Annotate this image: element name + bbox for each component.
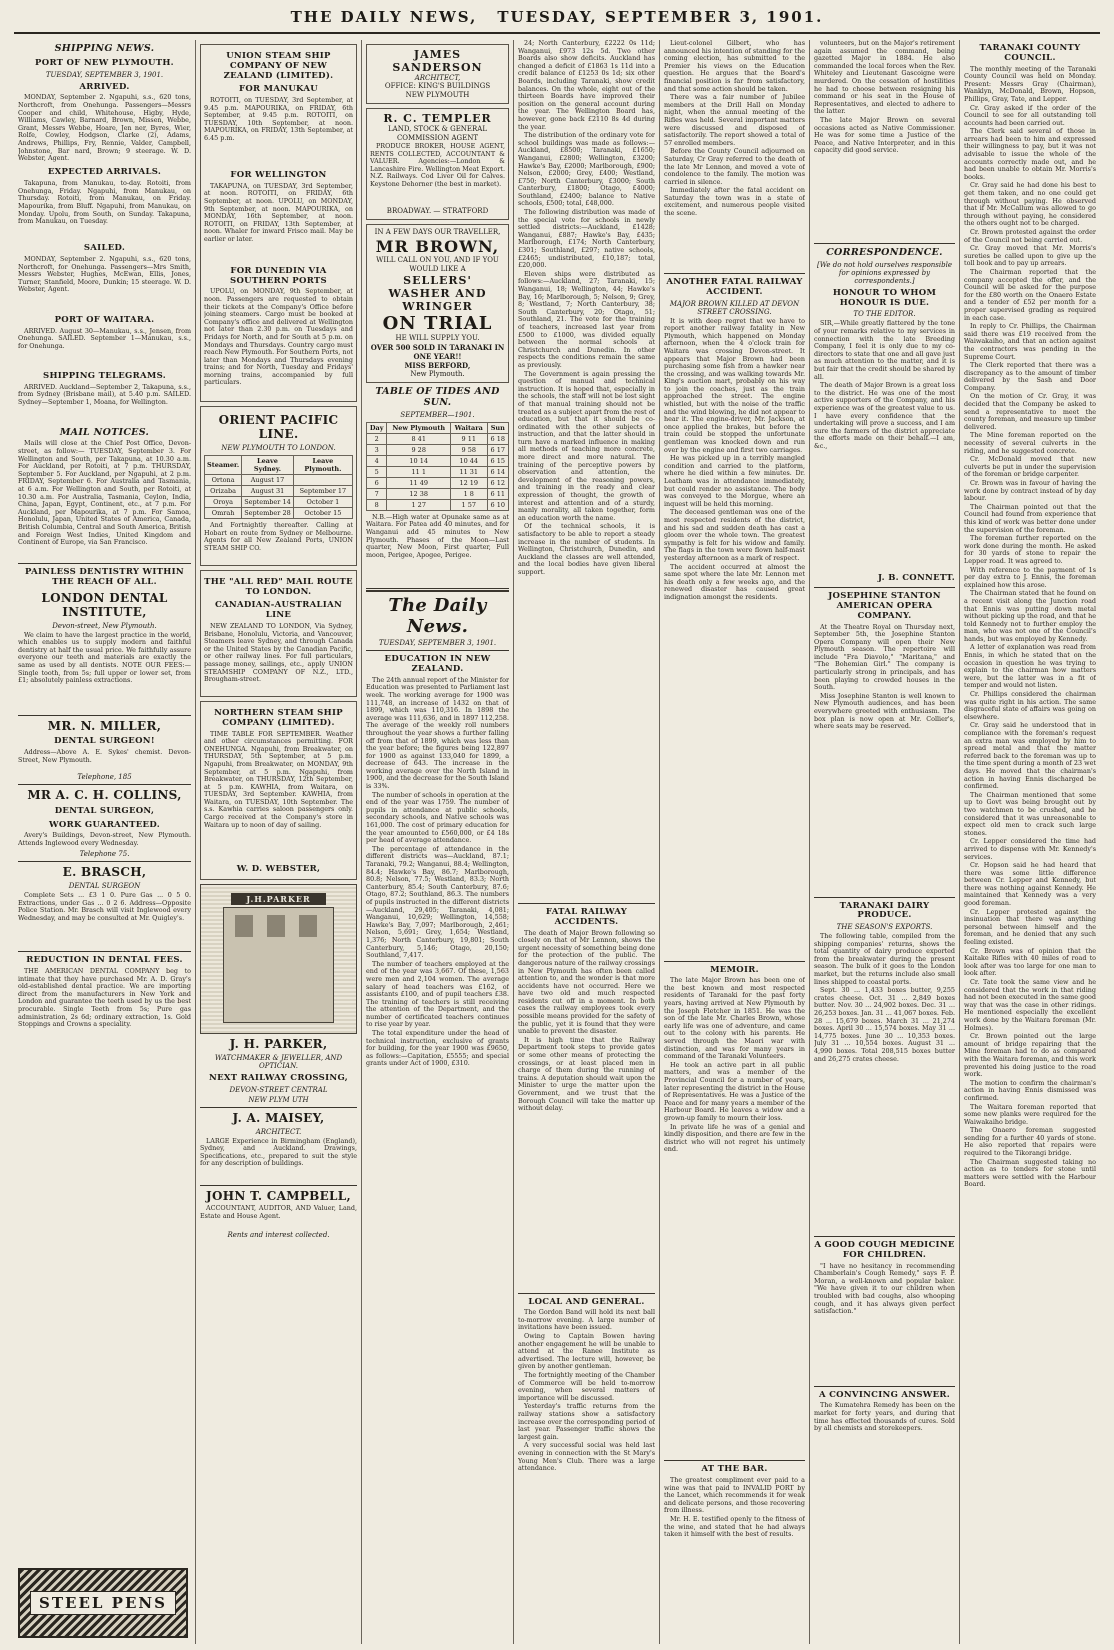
parker-town: NEW PLYM UTH xyxy=(248,1095,309,1104)
newspaper-page xyxy=(14,8,1100,1644)
cough-medicine-heading: A GOOD COUGH MEDICINE FOR CHILDREN. xyxy=(814,1240,955,1260)
honour-heading: HONOUR TO WHOM HONOUR IS DUE. xyxy=(832,287,937,308)
divider xyxy=(814,587,955,588)
table-row xyxy=(367,433,509,444)
mail-notices-text: Mails will close at the Chief Post Office, Devon-street, as follow:— TUESDAY, September 3. For Wellington and South, per Takapuna, at 10.30 a.m. For Auckland, per Rotoiti, at 7 p.m. THURSDAY, September 5. For Auckland, per Ngapuhi, at 2 p.m. FRIDAY, September 6. For Australia and Tasmania, at 6 a.m. For Wellington and South, per Rotoiti, at 10.30 a.m. For Australia, Tasmania, Ceylon, India, China, Japan, Egypt, Continent, etc., at 7 p.m. For Auckland, per Mapourika, at 7 p.m. For Samoa, Honolulu, Japan, United States of America, Canada, British Columbia, Central and South America, British and Foreign West Indies, United Kingdom and Continent of Europe, via San Francisco. xyxy=(18,440,191,547)
port-heading: PORT OF NEW PLYMOUTH. xyxy=(35,57,174,68)
miller-subheading: DENTAL SURGEON! xyxy=(54,736,155,747)
campbell-text: ACCOUNTANT, AUDITOR, AND Valuer, Land, Estate and House Agent. xyxy=(200,1205,357,1221)
convincing-answer-heading: A CONVINCING ANSWER. xyxy=(818,1389,951,1400)
masthead xyxy=(14,8,1100,34)
table-cell: September 14 xyxy=(242,496,294,507)
another-accident-text: It is with deep regret that we have to report another railway fatality in New Plymouth, which happened on Monday afternoon, when the 4 o'clock train for Waitara was crossing Devon-street. It appears that Major Brown had been purchasing some fish from a hawker near the crossing, and was walking towards Mr. King's auction mart, probably on his way to join the coaches, just as the train approached the street. The engine whistled, but with the noise of the traffic and the wind blowing, he did not appear to hear it. The engine-driver, Mr. Jackson, at once applied the brakes, but before the train could be stopped the unfortunate gentleman was knocked down and run over by the engine and first two carriages. He was picked up in a terribly mangled condition and carried to the platform, where he died within a few minutes. Dr. Leatham was in attendance immediately, but could render no assistance. The body was conveyed to the Morgue, where an inquest will be held this morning. The deceased gentleman was one of the most respected residents of the district, and his sad and sudden death has cast a gloom over the whole town. The greatest sympathy is felt for his widow and family. The flags in the town were flown half-mast yesterday afternoon as a mark of respect. The accident occurred at almost the same spot where the late Mr. Lennon met his death only a few weeks ago, and the renewed disaster has caused great indignation amongst the residents. xyxy=(664,317,805,601)
arrived-text: MONDAY, September 2. Ngapuhi, s.s., 620 tons, Northcroft, from Onehunga. Passengers—Messrs Cooper and child, Whitehouse, Higby, Hyde, Williams, Cawley, Barnard, Brown, Missen, Webbe, Grant, Messrs Webbe, Hoare, Jen ner, Byres, Wier, Rolfe, Cowley, Hodgson, Clarke (2), Adams, Andrews, Phillips, Fry, Rennie, Valder, Campbell, Johnstone, Bar nard, Brown; 9 steerage. W. D. Webster, Agent. xyxy=(18,94,191,163)
divider xyxy=(18,861,191,862)
campbell-heading: JOHN T. CAMPBELL, xyxy=(206,1188,351,1203)
another-accident-subheading: MAJOR BROWN KILLED AT DEVON STREET CROSSING. xyxy=(669,299,800,316)
table-cell: 6 14 xyxy=(487,466,508,477)
table-header: Waitara xyxy=(450,422,487,433)
column-2 xyxy=(196,40,362,1644)
table-header: Steamer. xyxy=(205,455,242,474)
table-cell: 6 11 xyxy=(487,488,508,499)
brasch-subheading: DENTAL SURGEON xyxy=(68,882,141,891)
on-trial-text: ON TRIAL xyxy=(382,313,493,334)
memoir-text: The late Major Brown has been one of the best known and most respected residents of Taranaki for the past forty years, having arrived at New Plymouth by the Joseph Fletcher in 1851. He was the son of the late Mr. Charles Brown, whose early life was one of adventure, and came out to the colony with his parents. He served through the Maori war with distinction, and was for many years in command of the Taranaki Volunteers. He took an active part in all public matters, and was a member of the Provincial Council for a number of years, later representing the district in the House of Representatives. He was a Justice of the Peace and for many years a member of the Harbour Board. He leaves a widow and a grown-up family to mourn their loss. In private life he was of a genial and kindly disposition, and there are few in the district who will not regret his untimely end. xyxy=(664,977,805,1154)
divider xyxy=(518,1293,655,1294)
berford-town: New Plymouth. xyxy=(410,370,465,378)
steel-pens-logo xyxy=(18,1568,188,1638)
collins-guarantee: WORK GUARANTEED. xyxy=(49,819,160,830)
column-5 xyxy=(660,40,810,1644)
call-line: WILL CALL ON YOU, AND IF YOU WOULD LIKE A xyxy=(376,256,499,273)
divider xyxy=(814,1236,955,1237)
maisey-trade: ARCHITECT. xyxy=(255,1127,302,1136)
table-cell: 11 31 xyxy=(450,466,487,477)
honour-text: SIR,—While greatly flattered by the tone of your remarks relative to my services in connection with the late Breeding Company, I feel it is only due to my co-directors to state that one and all gave just as much attention to the matter, and it is but fair that the credit should be shared by all. The death of Major Brown is a great loss to the district. He was one of the most active supporters of the Company, and his experience was of the greatest value to us. I have every confidence that the undertaking will prove a success, and I am sure the farmers of the district appreciate the efforts made on their behalf.—I am, &c., xyxy=(814,320,955,450)
northern-steam-ship-ad xyxy=(200,701,357,880)
all-red-route-text: NEW ZEALAND TO LONDON, Via Sydney, Brisbane, Honolulu, Victoria, and Vancouver, Steamers leave Sydney, and through Canada or the United States by the Canadian Pacific, or other railway lines. For full particulars, passage money, sailings, etc., apply UNION STEAMSHIP COMPANY OF N.Z., LTD., Brougham-street. xyxy=(204,623,353,684)
divider xyxy=(366,588,509,592)
sellers-washer-name: SELLERS' WASHER AND WRINGER xyxy=(388,274,487,313)
table-cell: Orizaba xyxy=(205,485,242,496)
miller-heading: MR. N. MILLER, xyxy=(47,718,162,733)
column-4 xyxy=(514,40,660,1644)
table-cell: 6 15 xyxy=(487,455,508,466)
table-cell: 12 19 xyxy=(450,477,487,488)
local-general-text: The Gordon Band will hold its next ball to-morrow evening. A large number of invitations have been issued. Owing to Captain Bowen having another engagement he will be unable to attend at the Ranee Institute as advertised. The lecture will, however, be given by another gentleman. The fortnightly meeting of the Chamber of Commerce will be held to-morrow evening, when several matters of importance will be discussed. Yesterday's traffic returns from the railway stations show a satisfactory increase over the corresponding period of last year. Passenger traffic shows the largest gain. A very successful social was held last evening in connection with the St Mary's Young Men's Club. There was a large attendance. xyxy=(518,1309,655,1473)
mr-brown-name: MR BROWN, xyxy=(375,237,500,256)
templer-ad xyxy=(366,108,509,220)
table-cell: Oroya xyxy=(205,496,242,507)
collins-heading: MR A. C. H. COLLINS, xyxy=(27,788,182,803)
dairy-produce-subheading: THE SEASON'S EXPORTS. xyxy=(836,923,933,932)
tides-table xyxy=(366,422,509,511)
london-dental-text: We claim to have the largest practice in the world, which enables us to supply modern and faithful dentistry at half the usual price. We faithfully assure everyone our teeth and materials are exactly the same as used by all dentists. NOTE OUR FEES:—Single tooth, from 5s; full upper or lower set, from £1; absolutely painless extractions. xyxy=(18,631,191,685)
table-row xyxy=(367,499,509,510)
divider xyxy=(518,903,655,904)
waitara-heading: PORT OF WAITARA. xyxy=(54,314,155,325)
parker-shop-engraving xyxy=(200,884,357,1034)
shop-window xyxy=(299,915,317,937)
table-cell: 7 xyxy=(367,488,387,499)
table-row xyxy=(205,474,353,485)
collins-subheading: DENTAL SURGEON, xyxy=(54,805,155,816)
table-cell: 11 1 xyxy=(387,466,450,477)
tides-heading: TABLE OF TIDES AND SUN. xyxy=(375,386,500,408)
sold-line: OVER 500 SOLD IN TARANAKI IN ONE YEAR!! xyxy=(370,343,505,361)
shop-sign: J.H.PARKER xyxy=(231,893,326,905)
table-row xyxy=(367,477,509,488)
union-steam-ship-ad xyxy=(200,44,357,402)
sellers-washer-ad xyxy=(366,224,509,383)
sanderson-ad xyxy=(366,44,509,104)
table-cell: 2 xyxy=(367,433,387,444)
sanderson-town: NEW PLYMOUTH xyxy=(405,91,470,99)
campbell-rents: Rents and interest collected. xyxy=(227,1231,330,1240)
orient-pacific-ad xyxy=(200,406,357,566)
orient-pacific-heading: ORIENT PACIFIC LINE. xyxy=(218,413,339,442)
miller-text: Address—Above A. E. Sykes' chemist. Devon-Street, New Plymouth. xyxy=(18,749,191,764)
column-6 xyxy=(810,40,960,1644)
divider xyxy=(18,951,191,952)
berford-name: MISS BERFORD, xyxy=(404,361,471,370)
painless-dentistry-heading: PAINLESS DENTISTRY WITHIN THE REACH OF ALL. xyxy=(25,567,184,588)
education-text: The 24th annual report of the Minister for Education was presented to Parliament last week. The working average for 1900 was 111,748, an increase of 1432 on that of 1899, which was 110,316. In 1898 the average was 111,636, and in 1897 112,258. The average of the weekly roll numbers throughout the year shows a further falling off from that of 1899, which was less than the year before; the figures being 122,897 for 1900 as against 133,040 for 1899, a decrease of 643. The increase in the working average over the North Island in 1900, and the decrease for the South Island is 33%. The number of schools in operation at the end of the year was 1759. The number of pupils in attendance at public schools, secondary schools, and Native schools was 161,000. The cost of primary education for the year amounted to £560,000, or £4 18s per head of average attendance. The percentage of attendance in the different districts was—Auckland, 87.1; Taranaki, 79.2; Wanganui, 88.4; Wellington, 84.4; Hawke's Bay, 86.7; Marlborough, 80.8; Nelson, 77.5; Westland, 83.3; North Canterbury, 85.4; South Canterbury, 87.6; Otago, 87.2; Southland, 86.3. The numbers of pupils instructed in the different districts—Auckland, 29,405; Taranaki, 4,081; Wanganui, 10,629; Wellington, 14,558; Hawke's Bay, 7,097; Marlborough, 2,461; Nelson, 5,691; Grey, 1,654; Westland, 1,376; North Canterbury, 19,801; South Canterbury, 5,146; Otago, 20,150; Southland, 7,417. The number of teachers employed at the end of the year was 3,667. Of these, 1,563 were men and 2,104 women. The average salary of head teachers was £162, of assistants £100, and of pupil teachers £38. The training of teachers is still receiving the attention of the Department, and the number of certificated teachers continues to rise year by year. The total expenditure under the head of technical instruction, exclusive of grants for building, for the year 1900 was £9650, as follows:—Capitation, £5555; and special grants under Act of 1900, £310. xyxy=(366,676,509,1068)
correspondence-heading: CORRESPONDENCE. xyxy=(826,247,943,258)
table-cell: 6 10 xyxy=(487,499,508,510)
divider xyxy=(18,715,191,716)
webster-signature: W. D. WEBSTER, xyxy=(236,863,321,874)
brasch-heading: E. BRASCH, xyxy=(62,865,147,880)
divider xyxy=(664,273,805,274)
london-dental-address: Devon-street, New Plymouth. xyxy=(52,621,157,630)
table-cell: Omrah xyxy=(205,507,242,518)
table-cell xyxy=(293,474,352,485)
supply-line: HE WILL SUPPLY YOU. xyxy=(395,334,480,342)
masthead-date: TUESDAY, SEPTEMBER 3, 1901. xyxy=(497,8,824,26)
for-manukau-heading: FOR MANUKAU xyxy=(239,84,318,95)
table-cell: 1 57 xyxy=(450,499,487,510)
dental-fees-heading: REDUCTION IN DENTAL FEES. xyxy=(26,955,183,966)
table-cell: August 31 xyxy=(242,485,294,496)
at-the-bar-heading: AT THE BAR. xyxy=(701,1464,768,1475)
templer-address: BROADWAY. — STRATFORD xyxy=(386,207,489,215)
sailed-text: MONDAY, September 2. Ngapuhi, s.s., 620 tons, Northcroft, for Onehunga. Passengers—Mrs Smith, Messrs Webster, Hughes, McEwan, Ellis, Jones, Turner, Stanfield, Moore, Dunkin; 15 steerage. W. D. Webster, Agent. xyxy=(18,255,191,294)
sanderson-office: OFFICE: KING'S BUILDINGS xyxy=(384,82,491,90)
northern-steam-ship-heading: NORTHERN STEAM SHIP COMPANY (LIMITED). xyxy=(214,708,343,728)
orient-text: And Fortnightly thereafter. Calling at Hobart en route from Sydney or Melbourne. Agents for all New Zealand Ports, UNION STEAM SHIP CO. xyxy=(204,521,353,552)
fatal-railway-heading: FATAL RAILWAY ACCIDENTS. xyxy=(545,907,628,927)
table-header: Sun xyxy=(487,422,508,433)
telegrams-text: ARRIVED. Auckland—September 2, Takapuna, s.s., from Sydney (Brisbane mail), at 5.40 p.m. SAILED. Sydney—September 1, Moana, for Wellington. xyxy=(18,383,191,406)
parker-heading: J. H. PARKER, xyxy=(229,1037,328,1052)
all-red-route-ad xyxy=(200,570,357,697)
table-cell: 11 49 xyxy=(387,477,450,488)
mail-notices-heading: MAIL NOTICES. xyxy=(59,426,150,438)
union-steam-ship-heading: UNION STEAM SHIP COMPANY OF NEW ZEALAND (LIMITED). xyxy=(223,51,334,81)
table-row xyxy=(205,485,353,496)
maisey-heading: J. A. MAISEY, xyxy=(232,1110,325,1125)
table-cell: 10 14 xyxy=(387,455,450,466)
telegrams-heading: SHIPPING TELEGRAMS. xyxy=(43,370,166,381)
divider xyxy=(200,1185,357,1186)
for-manukau-text: ROTOITI, on TUESDAY, 3rd September, at 9.45 p.m. MAPOURIKA, on FRIDAY, 6th September, at 9.45 p.m. ROTOITI, on TUESDAY, 10th September, at noon. MAPOURIKA, on FRIDAY, 13th September, at 6.45 p.m. xyxy=(204,97,353,143)
sailed-heading: SAILED. xyxy=(83,243,126,254)
arrived-heading: ARRIVED. xyxy=(79,81,130,92)
memoir-heading: MEMOIR. xyxy=(710,964,759,975)
table-cell: 5 xyxy=(367,466,387,477)
table-cell: 9 28 xyxy=(387,444,450,455)
tides-notes: N.B.—High water at Opunake same as at Waitara. For Patea add 40 minutes, and for Wanganui add 45 minutes to New Plymouth. Phases of the Moon—Last quarter, New Moon, First quarter, Full moon, Perigee, Apogee, Perigee. xyxy=(366,513,509,559)
paper-title: The Daily News. xyxy=(388,594,487,637)
waitara-text: ARRIVED. August 30—Manukau, s.s., Jensen, from Onehunga. SAILED. September 1—Manukau, s.s., for Onehunga. xyxy=(18,327,191,350)
table-cell: 6 17 xyxy=(487,444,508,455)
shop-window xyxy=(267,915,285,937)
table-row xyxy=(367,488,509,499)
table-cell: Ortona xyxy=(205,474,242,485)
sanderson-trade: ARCHITECT, xyxy=(414,74,461,82)
parker-location: NEXT RAILWAY CROSSING, xyxy=(209,1073,348,1084)
orient-route: NEW PLYMOUTH TO LONDON. xyxy=(221,443,336,452)
divider xyxy=(200,1107,357,1108)
cough-medicine-text: "I have no hesitancy in recommending Chamberlain's Cough Remedy," says F. P. Moran, a well-known and popular baker. "We have given it to our children when troubled with bad coughs, also whooping cough, and it has always given perfect satisfaction." xyxy=(814,1262,955,1316)
table-cell: 1 8 xyxy=(450,488,487,499)
table-cell: August 17 xyxy=(242,474,294,485)
table-header: New Plymouth xyxy=(387,422,450,433)
table-header: Leave Plymouth. xyxy=(293,455,352,474)
table-row xyxy=(205,507,353,518)
table-cell: 10 44 xyxy=(450,455,487,466)
for-dunedin-heading: FOR DUNEDIN VIA SOUTHERN PORTS xyxy=(230,265,327,286)
table-cell: 12 38 xyxy=(387,488,450,499)
table-cell: 6 xyxy=(367,477,387,488)
column-7 xyxy=(960,40,1100,1644)
divider xyxy=(814,243,955,244)
column-5-top-text: Lieut-colonel Gilbert, who has announced his intention of standing for the coming election, has submitted to the Premier his views on the Education question. He argues that the Board's financial position is far from satisfactory, and that some action should be taken. There was a fair number of Jubilee members at the Drill Hall on Monday night, when the annual meeting of the Rifles was held. Several important matters were discussed and disposed of satisfactorily. The report showed a total of 57 enrolled members. Before the County Council adjourned on Saturday, Cr Gray referred to the death of the late Mr Lennon, and moved a vote of condolence to the family. The motion was carried in silence. Immediately after the fatal accident on Saturday the town was in a state of excitement, and numerous people visited the scene. xyxy=(664,40,805,218)
to-editor: TO THE EDITOR. xyxy=(853,310,916,319)
table-cell: September 28 xyxy=(242,507,294,518)
local-general-heading: LOCAL AND GENERAL. xyxy=(528,1296,645,1307)
education-heading: EDUCATION IN NEW ZEALAND. xyxy=(384,654,491,674)
education-continued-text: 24; North Canterbury, £2222 0s 11d; Wanganui, £973 12s 5d. Two other Boards also show deficits. Auckland has changed a deficit of £1863 1s 11d into a credit balance of £1253 0s 1d; six other Boards, including Taranaki, show credit balances. On the whole, eight out of the thirteen Boards have improved their position on the general account during the year. The Wellington Board has, however, gone back £2110 8s 4d during the year. The distribution of the ordinary vote for school buildings was made as follows:—Auckland, £8500; Taranaki, £1650; Wanganui, £2800; Wellington, £3200; Hawke's Bay, £2000; Marlborough, £900; Nelson, £2000; Grey, £400; Westland, £750; North Canterbury, £3000; South Canterbury, £1800; Otago, £4000; Southland, £2400; balance to Native schools, £500; total, £48,000. The following distribution was made of the special vote for schools in newly settled districts:—Auckland, £1428; Wanganui, £887; Hawke's Bay, £435; Marlborough, £174; North Canterbury, £301; Southland, £297; native schools, £2465; undistributed, £10,187; total, £20,000. Eleven ships were distributed as follows:—Auckland, 27; Taranaki, 15; Wanganui, 18; Wellington, 44; Hawke's Bay, 16; Marlborough, 5; Nelson, 9; Grey, 8; Westland, 7; North Canterbury, 38; South Canterbury, 20; Otago, 51; Southland, 21. The vote for the training of teachers, increased last year from £500 to £1000, was divided equally between the normal schools at Christchurch and Dunedin. In other respects the conditions remain the same as previously. The Government is again pressing the question of manual and technical instruction. It is hoped that, especially in the schools, the staff will not be lost sight of that manual training should not be treated as a subject apart from the rest of education, but that it should be co-ordinated with the other subjects of instruction, and that the latter should in turn have a marked influence in making all methods of teaching more concrete, more direct and more natural. The training of the perceptive powers by observation and attention, the development of the reasoning powers, and training in the ready and clear expression of thought, the growth of interest and attention and of a sturdy, manly morality, all taken together, form an education worth the name. Of the technical schools, it is satisfactory to be able to report a steady increase in the number of students. In Wellington, Christchurch, Dunedin, and Auckland the classes are well attended, and the local bodies have given liberal support. xyxy=(518,40,655,576)
convincing-answer-text: The Kumatehra Remedy has been on the market for forty years, and during that time has effected thousands of cures. Sold by all chemists and storekeepers. xyxy=(814,1402,955,1433)
table-cell: 3 xyxy=(367,444,387,455)
divider xyxy=(18,563,191,564)
shipping-heading: SHIPPING NEWS. xyxy=(54,43,155,54)
table-cell: 6 12 xyxy=(487,477,508,488)
another-accident-heading: ANOTHER FATAL RAILWAY ACCIDENT. xyxy=(666,277,803,297)
parker-street: DEVON-STREET CENTRAL xyxy=(229,1085,328,1094)
tides-month: SEPTEMBER—1901. xyxy=(400,410,475,419)
at-the-bar-text: The greatest compliment ever paid to a wine was that paid to INVALID PORT by the Lancet, which recommends it for weak and delicate persons, and those recovering from illness. Mr. H. E. testified openly to the fitness of the wine, and stated that he had always taken it himself with the best of results. xyxy=(664,1477,805,1539)
shop-window xyxy=(235,915,253,937)
table-cell: October 1 xyxy=(293,496,352,507)
column-1 xyxy=(14,40,196,1644)
paper-date: TUESDAY, SEPTEMBER 3, 1901. xyxy=(378,639,497,648)
correspondence-signature: J. B. CONNETT. xyxy=(878,573,955,584)
county-council-text: The monthly meeting of the Taranaki County Council was held on Monday. Present: Messrs Gray (Chairman), Wanklyn, McDonald, Brown, Hopson, Phillips, Gray, Tate, and Lepper. Cr. Gray asked if the order of the Council to see for all outstanding toll accounts had been carried out. The Clerk said several of those in arrears had been to him and expressed their willingness to pay, but it was not advisable to issue the whole of the accounts correctly made out, and he had been unable to obtain Mr. Morris's books. Cr. Gray said he had done his best to get them taken, and no one could get through without paying. He observed that if Mr. McCallum was allowed to go through without paying, he considered the others ought not to be charged. Cr. Brown protested against the order of the Council not being carried out. Cr. Gray moved that Mr. Morris's sureties be called upon to give up the toll book and to pay up arrears. The Chairman reported that the company accepted the offer, and the Council will be asked for the purpose for the £80 worth on the Onaero Estate and a tender of £52 per month for a proper supervised grading as required in each case. In reply to Cr. Phillips, the Chairman said there was £19 received from the Waiwakaiho, and that an action against the contractors was pending in the Supreme Court. The Clerk reported that there was a discrepancy as to the amount of timber delivered by the Sash and Door Company. On the motion of Cr. Gray, it was decided that the Company be asked to send a representative to meet the county foreman, and measure up timber delivered. The Mine foreman reported on the necessity of several culverts in the riding, and he suggested concrete. Cr. McDonald moved that new culverts be put in under the supervision of the foreman or bridge carpenter. Cr. Brown was in favour of having the work done by contract instead of by day labour. The Chairman pointed out that the Council had found from experience that this kind of work was better done under the supervision of the foreman. The foreman further reported on the work done during the month. He asked for 30 yards of stone to repair the Lepper road. It was agreed to. With reference to the payment of 1s per day extra to J. Ennis, the foreman explained how this arose. The Chairman stated that he found on a recent visit along the Junction road that Ennis was putting down metal without picking up the road, and that he told Kennedy not to further employ the man, who was not one of the Council's hands, but was employed by Kennedy. A letter of explanation was read from Ennis, in which he stated that on the occasion in question he was trying to explain to the chairman how matters were, but the latter was in a fit of temper and would not listen. Cr. Phillips considered the chairman was quite right in his action. The same disgraceful state of affairs was going on elsewhere. Cr. Gray said he understood that in compliance with the foreman's request an extra man was employed by him to spread metal and that the matter referred back to the foreman was up to the time spent during a month of 23 wet days. He moved that the chairman's action in having Ennis discharged be confirmed. The Chairman mentioned that some up to Govt was being brought out by two watchmen to be crushed, and he considered that it was unreasonable to expect old men to crack such large stones. Cr. Lepper considered the time had arrived to dispense with Mr. Kennedy's services. Cr. Hopson said he had heard that there was some little difference between Cr. Lepper and Kennedy, but there was nothing against Kennedy. He maintained that Kennedy was a very good foreman. Cr. Lepper protested against the insinuation that there was anything personal between himself and the foreman, and he denied that any such feeling existed. Cr. Brown was of opinion that the Kaitake Rifles with 40 miles of road to look after was too large for one man to look after. Cr. Tate took the same view and he considered that the work in that riding had not been executed in the same good way that was the case in other ridings. He mentioned especially the excellent work done by the Waitara foreman (Mr. Holmes). Cr. Brown pointed out the large amount of bridge repairing that the Mine foreman had to do as compared with the Waitara foreman, and this work prevented his doing justice to the road work. The motion to confirm the chairman's action in having Ennis dismissed was confirmed. The Waitara foreman reported that some new planks were required for the Waiwakaiho bridge. The Onaero foreman suggested sending for a further 40 yards of stone. He also reported that repairs were required to the Tikorangi bridge. The Chairman suggested taking no action as to tenders for stone until matters were settled with the Harbour Board. xyxy=(964,65,1096,1189)
templer-trade: LAND, STOCK & GENERAL COMMISSION AGENT xyxy=(387,125,488,142)
dental-fees-text: THE AMERICAN DENTAL COMPANY beg to intimate that they have purchased Mr. A. D. Gray's old-established dental practice. We are importing direct from the manufacturers in New York and London and guarantee the teeth used by us the best procurable. Single Teeth from 5s; Pure gas administration, 2s 6d; ordinary extraction, 1s. Gold Stoppings and Crowns a speciality. xyxy=(18,968,191,1029)
parker-trade: WATCHMAKER & JEWELLER, AND OPTICIAN. xyxy=(214,1054,343,1071)
table-cell: 9 58 xyxy=(450,444,487,455)
correspondence-disclaimer: [We do not hold ourselves responsible for opinions expressed by correspondents.] xyxy=(816,260,952,285)
table-cell: 1 27 xyxy=(387,499,450,510)
northern-steam-ship-text: TIME TABLE FOR SEPTEMBER. Weather and other circumstances permitting. FOR ONEHUNGA. Ngapuhi, from Breakwater, on THURSDAY, 5th September, at 5 p.m. Ngapuhi, from Breakwater, on MONDAY, 9th September, at 5 p.m. Ngapuhi, from Breakwater, on THURSDAY, 12th September, at 5 p.m. KAWHIA, from Waitara, on TUESDAY, 3rd September. KAWHIA, from Waitara, on TUESDAY, 10th September. The s.s. Kawhia carries saloon passengers only. Cargo received at the Company's store in Waitara up to noon of day of sailing. xyxy=(204,730,353,829)
table-header-row xyxy=(205,455,353,474)
masthead-title: THE DAILY NEWS, xyxy=(290,8,478,26)
miller-telephone: Telephone, 185 xyxy=(77,773,132,782)
table-cell: September 17 xyxy=(293,485,352,496)
canadian-australian-heading: CANADIAN-AUSTRALIAN LINE xyxy=(214,600,343,621)
templer-text: PRODUCE BROKER, HOUSE AGENT, RENTS COLLECTED, ACCOUNTANT & VALUER. Agencies:—London & Lancashire Fire. Wellington Meat Export. N.Z. Railways. Cod Liver Oil for Calves. Keystone Dehorner (the best in market). xyxy=(370,143,505,188)
traveller-line: IN A FEW DAYS OUR TRAVELLER, xyxy=(374,228,501,236)
for-dunedin-text: UPOLU, on MONDAY, 9th September, at noon. Passengers are requested to obtain their tickets at the Company's Office before joining steamers. Cargo must be booked at Company's office and delivered at Wellington not later than 2.30 p.m. on Tuesdays and Fridays for North, and for South at 5 p.m. on Mondays and Thursdays. Country cargo must reach New Plymouth. For Southern Ports, not later than Mondays and Thursdays evening trains; and for North, Tuesday and Fridays' morning trains, accompanied by full particulars. xyxy=(204,288,353,387)
expected-arrivals-heading: EXPECTED ARRIVALS. xyxy=(47,167,162,178)
dairy-produce-text: The following table, compiled from the shipping companies' returns, shows the total quantity of dairy produce exported from the breakwater during the present season. The bulk of it goes to the London market, but the returns include also small lines shipped to coastal ports. Sept. 30 ... 1,433 boxes butter, 9,255 crates cheese. Oct. 31 ... 2,849 boxes butter. Nov. 30 ... 24,902 boxes. Dec. 31 ... 26,253 boxes. Jan. 31 ... 41,067 boxes. Feb. 28 ... 15,679 boxes. March 31 ... 21,274 boxes. April 30 ... 15,574 boxes. May 31 ... 14,775 boxes. June 30 ... 10,353 boxes. July 31 ... 10,554 boxes. August 31 ... 4,990 boxes. Total 208,515 boxes butter and 26,275 crates cheese. xyxy=(814,933,955,1063)
table-row xyxy=(367,444,509,455)
steel-pens-logo-text: STEEL PENS xyxy=(30,1591,176,1615)
port-date: TUESDAY, SEPTEMBER 3, 1901. xyxy=(45,70,164,79)
table-row xyxy=(367,466,509,477)
divider xyxy=(814,1386,955,1387)
columns xyxy=(14,40,1100,1644)
table-header-row xyxy=(367,422,509,433)
all-red-route-heading: THE "ALL RED" MAIL ROUTE TO LONDON. xyxy=(204,576,353,597)
for-wellington-heading: FOR WELLINGTON xyxy=(230,170,327,181)
opera-company-text: At the Theatre Royal on Thursday next, September 5th, the Josephine Stanton Opera Company will open their New Plymouth season. The repertoire will include "Fra Diavolo," "Maritana," and "The Bohemian Girl." The company is particularly strong in principals, and has been playing to crowded houses in the South. Miss Josephine Stanton is well known to New Plymouth audiences, and has been everywhere greeted with enthusiasm. The box plan is now open at Mr. Collier's, where seats may be reserved. xyxy=(814,623,955,731)
table-header: Leave Sydney. xyxy=(242,455,294,474)
expected-arrivals-text: Takapuna, from Manukau, to-day. Rotoiti, from Onehunga, Friday. Ngapuhi, from Manukau, on Thursday. Rotoiti, from Manukau, on Friday. Mapourika, from Bluff. Ngapuhi, from Manukau, on Monday. Upolu, from South, on Sunday. Takapuna, from Manukau, on Tuesday. xyxy=(18,180,191,226)
for-wellington-text: TAKAPUNA, on TUESDAY, 3rd September, at noon. ROTOITI, on FRIDAY, 6th September, at noon. UPOLU, on MONDAY, 9th September, at noon. MAPOURIKA, on MONDAY, 16th September, at noon. ROTOITI, on FRIDAY, 13th September, at noon. Whaler for inward Frisco mail. May be earlier or later. xyxy=(204,182,353,243)
table-cell: 8 xyxy=(367,499,387,510)
collins-telephone: Telephone 75. xyxy=(79,850,130,859)
divider xyxy=(814,897,955,898)
table-cell: 9 11 xyxy=(450,433,487,444)
divider xyxy=(366,650,509,651)
table-header: Day xyxy=(367,422,387,433)
table-cell: 4 xyxy=(367,455,387,466)
sanderson-name: JAMES SANDERSON xyxy=(392,48,483,74)
dairy-produce-heading: TARANAKI DAIRY PRODUCE. xyxy=(839,900,930,921)
column-3 xyxy=(362,40,514,1644)
column-6-top-text: volunteers, but on the Major's retirement again assumed the command, being gazetted Major in 1884. He also commanded the local forces when the Rev. Whiteley and Lieutenant Gascoigne were murdered. On the cessation of hostilities he had to choose between resigning his command or his seat in the House of Representatives, and elected to adhere to the latter. The late Major Brown on several occasions acted as Native Commissioner. He was for some time a Justice of the Peace, and Native Interpreter, and in this capacity did good service. xyxy=(814,40,955,155)
divider xyxy=(18,784,191,785)
table-cell: 8 41 xyxy=(387,433,450,444)
orient-sailings-table xyxy=(204,455,353,519)
opera-company-heading: JOSEPHINE STANTON AMERICAN OPERA COMPANY. xyxy=(828,591,941,621)
divider xyxy=(664,1460,805,1461)
london-dental-heading: LONDON DENTAL INSTITUTE, xyxy=(41,590,168,619)
table-cell: 6 18 xyxy=(487,433,508,444)
county-council-heading: TARANAKI COUNTY COUNCIL. xyxy=(979,43,1081,63)
table-row xyxy=(367,455,509,466)
collins-text: Avery's Buildings, Devon-street, New Plymouth. Attends Inglewood every Wednesday. xyxy=(18,832,191,848)
maisey-text: LARGE Experience in Birmingham (England), Sydney, and Auckland. Drawings, Specifications, etc., prepared to suit the style for any description of buildings. xyxy=(200,1137,357,1168)
table-cell: October 15 xyxy=(293,507,352,518)
templer-name: R. C. TEMPLER xyxy=(383,112,492,125)
fatal-railway-text: The death of Major Brown following so closely on that of Mr Lennon, shows the urgent necessity of something being done for the protection of the public. The dangerous nature of the railway crossings in New Plymouth has often been called attention to, and the wonder is that more accidents have not occurred. Here we have two old and much respected residents cut off in a moment. In both cases the railway employees took every possible means provided for the safety of the public, yet it is found that they were unable to prevent the disaster. It is high time that the Railway Department took steps to provide gates or some other means of protecting the crossings, or at least placed men in charge of them during the running of trains. A deputation should wait upon the Minister to urge the matter upon the Government, and we trust that the Borough Council will take the matter up without delay. xyxy=(518,929,655,1113)
table-row xyxy=(205,496,353,507)
divider xyxy=(664,961,805,962)
brasch-text: Complete Sets ... £3 1 0. Pure Gas ... 0 5 0. Extractions, under Gas ... 0 2 6. Address—Opposite Police Station. Mr. Brasch will visit Inglewood every Wednesday, and may be consulted at Mr. Quigley's. xyxy=(18,892,191,923)
